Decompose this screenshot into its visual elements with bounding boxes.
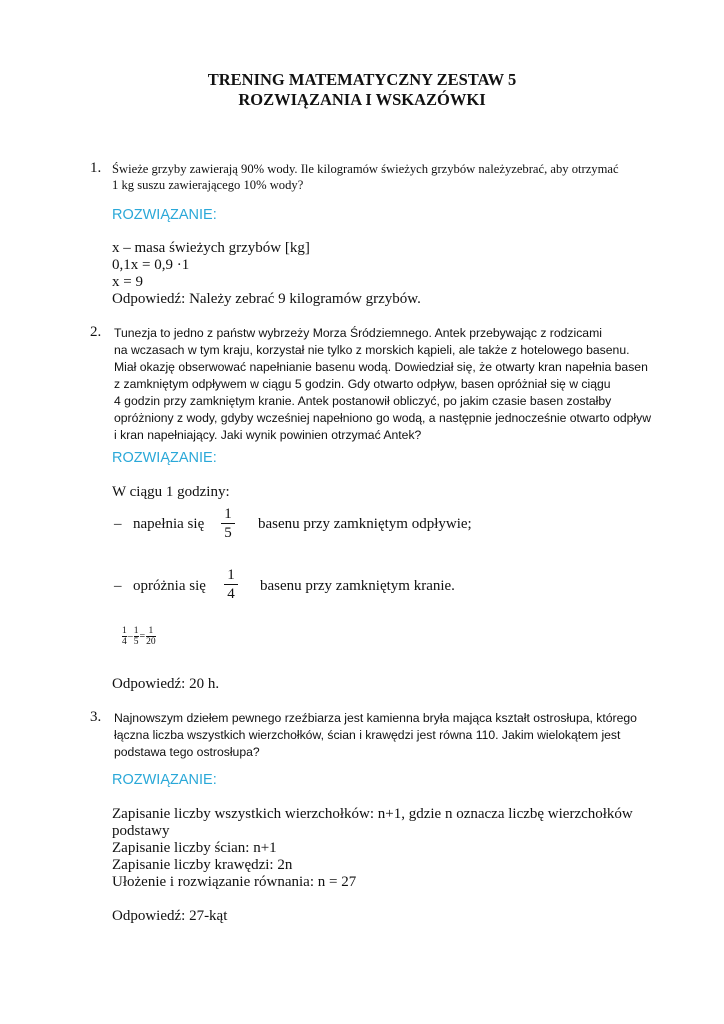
fraction-numerator: 1 [148,626,154,636]
bullet-dash: – [114,516,122,532]
equation [122,626,156,647]
equation-fraction [146,626,156,647]
problem-1-text-line: Świeże grzyby zawierają 90% wody. Ile kilogramów świeżych grzybów należyzebrać, aby otrzymać [112,162,619,176]
fraction-denominator: 4 [122,637,127,647]
problem-2-text-line: i kran napełniający. Jaki wynik powinien otrzymać Antek? [114,428,422,442]
fraction-one-fourth [224,567,238,602]
problem-1-solution-label: ROZWIĄZANIE: [112,207,217,223]
fraction-numerator: 1 [122,626,127,636]
problem-2-intro: W ciągu 1 godziny: [112,484,230,500]
problem-3-solution-label: ROZWIĄZANIE: [112,772,217,788]
fraction-bar [224,584,238,585]
bullet-dash: – [114,578,122,594]
problem-3-number: 3. [90,709,102,725]
bullet-drain-suffix: basenu przy zamkniętym kranie. [260,578,455,594]
fraction-denominator: 5 [224,525,232,541]
fraction-denominator: 20 [146,637,156,647]
fraction-one-fifth [221,506,235,541]
problem-3-solution-line: Ułożenie i rozwiązanie równania: n = 27 [112,874,357,890]
page-title: TRENING MATEMATYCZNY ZESTAW 5 [207,70,517,89]
equals-sign: = [139,631,146,642]
problem-2-number: 2. [90,324,102,340]
problem-2-text-line: z zamkniętym odpływem w ciągu 5 godzin. Gdy otwarto odpływ, basen opróżniał się w ciągu [114,377,611,391]
fraction-numerator: 1 [133,626,139,636]
problem-1-solution-line: x = 9 [112,274,143,290]
problem-3-text-line: Najnowszym dziełem pewnego rzeźbiarza jest kamienna bryła mająca kształt ostrosłupa, którego [114,711,637,725]
problem-2-text-line: na wczasach w tym kraju, korzystał nie tylko z morskich kąpieli, ale także z hotelowego basenu. [114,343,630,357]
problem-2-text-line: opróżniony z wody, gdyby wcześniej napełniono go wodą, a następnie jednocześnie otwarto odpływ [114,411,652,425]
fraction-denominator: 4 [227,586,235,602]
fraction-bar [221,523,235,524]
fraction-numerator: 1 [224,506,232,522]
bullet-fill-suffix: basenu przy zamkniętym odpływie; [258,516,472,532]
bullet-fill-prefix: napełnia się [133,516,205,532]
problem-2-solution-label: ROZWIĄZANIE: [112,450,217,466]
problem-3-solution-line: Zapisanie liczby wszystkich wierzchołków: n+1, gdzie n oznacza liczbę wierzchołków [112,806,633,822]
fraction-numerator: 1 [227,567,235,583]
problem-2-text-line: Tunezja to jedno z państw wybrzeży Morza Śródziemnego. Antek przebywając z rodzicami [114,326,602,340]
problem-1-solution-line: 0,1x = 0,9 ·1 [112,257,190,273]
problem-2-text-line: 4 godzin przy zamkniętym kranie. Antek postanowił obliczyć, po jakim czasie basen zostałby [114,394,612,408]
problem-3-text-line: łączna liczba wszystkich wierzchołków, ścian i krawędzi jest równa 110. Jakim wielokątem jest [114,728,621,742]
problem-2-text-line: Miał okazję obserwować napełnianie basenu wodą. Dowiedział się, że otwarty kran napełnia basen [114,360,648,374]
problem-3-answer: Odpowiedź: 27-kąt [112,908,228,924]
problem-3-text-line: podstawa tego ostrosłupa? [114,745,260,759]
page-subtitle: ROZWIĄZANIA I WSKAZÓWKI [238,90,486,109]
bullet-drain-prefix: opróżnia się [133,578,206,594]
fraction-denominator: 5 [133,637,139,647]
problem-1-solution-line: x – masa świeżych grzybów [kg] [112,240,310,256]
problem-1-text-line: 1 kg suszu zawierającego 10% wody? [112,178,304,192]
equation-fraction [134,626,139,647]
problem-1-answer: Odpowiedź: Należy zebrać 9 kilogramów grzybów. [112,291,421,307]
problem-3-solution-line: podstawy [112,823,170,839]
problem-3-solution-line: Zapisanie liczby ścian: n+1 [112,840,277,856]
problem-1-number: 1. [90,160,102,176]
problem-3-solution-line: Zapisanie liczby krawędzi: 2n [112,857,293,873]
minus-sign: – [127,631,133,642]
problem-2-answer: Odpowiedź: 20 h. [112,676,220,692]
